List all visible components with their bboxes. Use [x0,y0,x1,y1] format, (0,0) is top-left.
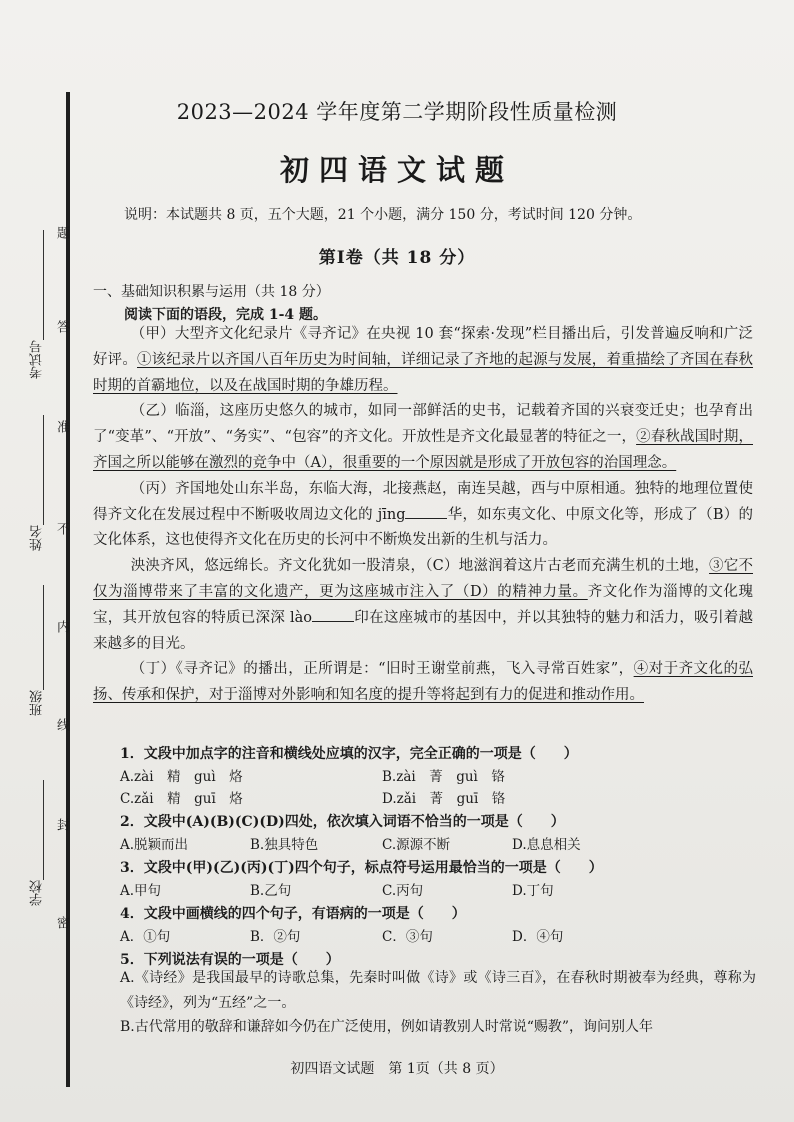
binding-field-name: 姓名 [30,525,45,551]
question-4: 4．文段中画横线的四个句子，有语病的一项是（ ） [120,906,466,922]
option-a: A.zài 精 guì 烙 [120,769,243,785]
option-d: D.息息相关 [512,837,581,853]
underlined-sentence-4: ④对于齐文化的弘扬、传承和保护，对于淄博对外影响和知名度的提升等将起到有力的促进和推动作用。 [93,661,753,704]
binding-mark: 线 [54,718,69,731]
binding-line [66,92,70,1087]
binding-field-class: 班级 [30,690,45,716]
page-footer: 初四语文试题 第 1页（共 8 页） [290,1061,504,1077]
option-a: A．①句 [120,929,171,945]
question-2-options [120,834,760,856]
binding-field-school: 学校 [30,880,45,906]
reading-instruction: 阅读下面的语段，完成 1-4 题。 [124,307,328,323]
binding-mark: 内 [54,620,69,633]
underlined-sentence-2: ②春秋战国时期，齐国之所以能够在激烈的竞争中（A），很重要的一个原因就是形成了开放包容的治国理念。 [93,429,753,471]
option-a: A.脱颖而出 [120,837,189,853]
binding-fill-line [43,585,44,690]
option-b: B.乙句 [250,883,292,899]
passage-paragraph-yi: （乙）临淄，这座历史悠久的城市，如同一部鲜活的史书，记载着齐国的兴衰变迁史；也孕育出了“变革”、“开放”、“务实”、“包容”的齐文化。开放性是齐文化最显著的特征之一，②春秋战国时期，齐国之所以能够在激烈的竞争中（A），很重要的一个原因就是形成了开放包容的治国理念。 [93,403,753,471]
question-1: 1．文段中加点字的注音和横线处应填的汉字，完全正确的一项是（ ） [120,746,578,762]
underlined-sentence-1: ①该纪录片以齐国八百年历史为时间轴，详细记录了齐地的起源与发展，着重描绘了齐国在春秋时期的首霸地位，以及在战国时期的争雄历程。 [93,351,754,394]
option-c: C.源源不断 [382,837,451,853]
underlined-sentence-3: ③它不仅为淄博带来了丰富的文化遗产，更为这座城市注入了（D）的精神力量。 [93,558,753,600]
section-heading: 一、基础知识积累与运用（共 18 分） [93,284,330,300]
option-c: C．③句 [382,929,433,945]
option-d: D.丁句 [512,883,554,899]
option-d: D．④句 [512,929,564,945]
question-2: 2．文段中(A)(B)(C)(D)四处，依次填入词语不恰当的一项是（ ） [120,814,565,830]
option-d: D.zǎi 菁 guī 铬 [382,791,506,807]
option-b: B.古代常用的敬辞和谦辞如今仍在广泛使用，例如请教别人时常说“赐教”，询问别人年 [120,1019,654,1035]
binding-field-exam-number: 考试号 [30,340,45,379]
volume-heading: 第Ⅰ卷（共 18 分） [318,248,476,268]
question-3: 3．文段中(甲)(乙)(丙)(丁)四个句子，标点符号运用最恰当的一项是（ ） [120,860,603,876]
question-4-options [120,926,760,948]
option-b: B.独具特色 [250,837,319,853]
question-3-options [120,880,760,902]
option-a: A.《诗经》是我国最早的诗歌总集，先秦时叫做《诗》或《诗三百》，在春秋时期被奉为经典，尊称为《诗经》，列为“五经”之一。 [120,970,756,1011]
fill-blank [405,506,447,519]
question-1-options [120,766,760,788]
binding-mark: 密 [54,916,69,929]
binding-mark: 题 [54,226,69,239]
exam-subject: 初四语文试题 [279,153,514,187]
question-list [120,742,760,972]
passage-paragraph-ding: （丁）《寻齐记》的播出，正所谓是：“旧时王谢堂前燕，飞入寻常百姓家”，④对于齐文化的弘扬、传承和保护，对于淄博对外影响和知名度的提升等将起到有力的促进和推动作用。 [93,661,753,704]
binding-mark: 封 [54,818,69,831]
option-b: B.zài 菁 guì 铬 [382,769,505,785]
question-5-options [120,966,756,1040]
option-b: B．②句 [250,929,301,945]
passage-paragraph-bing: （丙）齐国地处山东半岛，东临大海，北接燕赵，南连吴越，西与中原相通。独特的地理位置使得齐文化在发展过程中不断吸收周边文化的 jīng 华，如东夷文化、中原文化等，形成了（B）的文化体系，这也使得齐文化在历史的长河中不断焕发出新的生机与活力。 [93,480,753,549]
exam-instructions: 说明：本试题共 8 页，五个大题，21 个小题，满分 150 分，考试时间 120 分钟。 [124,207,642,223]
fill-blank [312,609,354,622]
binding-mark: 准 [54,420,69,433]
option-c: C.zǎi 精 guī 烙 [120,791,243,807]
binding-fill-line [43,780,44,880]
option-c: C.丙句 [382,883,424,899]
binding-mark: 答 [54,320,69,333]
reading-passage [93,322,753,709]
exam-title: 2023—2024 学年度第二学期阶段性质量检测 [176,100,618,124]
binding-mark: 不 [54,522,69,535]
passage-paragraph-4: 泱泱齐风，悠远绵长。齐文化犹如一股清泉，（C）地滋润着这片古老而充满生机的土地，③它不仅为淄博带来了丰富的文化遗产，更为这座城市注入了（D）的精神力量。齐文化作为淄博的文化瑰宝，其开放包容的特质已深深 lào 印在这座城市的基因中，并以其独特的魅力和活力，吸引着越来越多的目光。 [93,558,754,652]
passage-paragraph-jia: （甲）大型齐文化纪录片《寻齐记》在央视 10 套“探索·发现”栏目播出后，引发普遍反响和广泛好评。①该纪录片以齐国八百年历史为时间轴，详细记录了齐地的起源与发展，着重描绘了齐国在春秋时期的首霸地位，以及在战国时期的争雄历程。 [93,326,754,394]
option-a: A.甲句 [120,883,162,899]
binding-fill-line [43,415,44,525]
question-1-options [120,788,760,810]
question-5: 5．下列说法有误的一项是（ ） [120,952,340,968]
